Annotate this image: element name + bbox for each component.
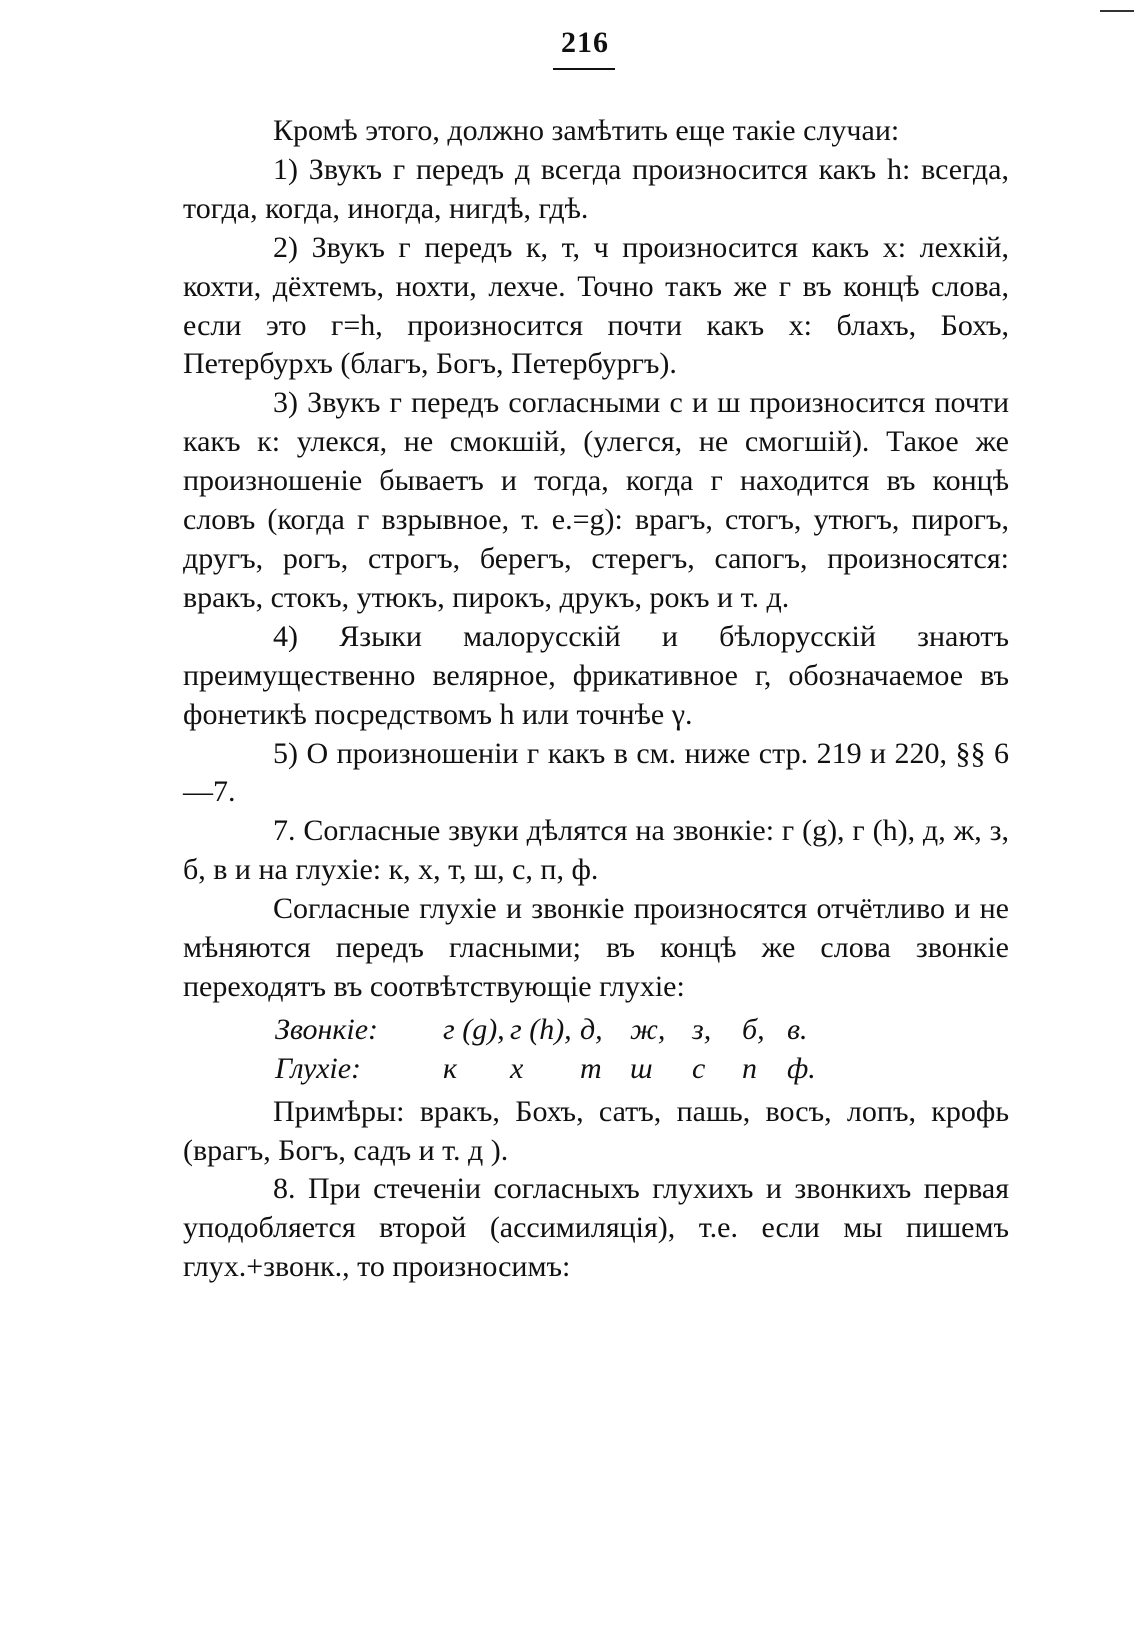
voiced-consonants-row xyxy=(183,1011,1009,1050)
paragraph-rule-5: 5) О произношеніи г какъ в см. ниже стр. 219 и 220, §§ 6—7. xyxy=(183,736,1009,809)
voiceless-item: т xyxy=(580,1051,602,1085)
voiced-item: г (g), xyxy=(443,1012,505,1046)
paragraph-rule-1: 1) Звукъ г передъ д всегда произносится какъ h: всегда, тогда, когда, иногда, нигдѣ, гдѣ. xyxy=(183,152,1009,225)
voiceless-item: ш xyxy=(630,1051,653,1085)
page-number: 216 xyxy=(561,26,609,59)
paragraph-examples: Примѣры: вракъ, Бохъ, сатъ, пашь, восъ, лопъ, крофь (врагъ, Богъ, садъ и т. д ). xyxy=(183,1094,1009,1167)
paragraph-voicing: Согласные глухіе и звонкіе произносятся отчётливо и не мѣняются передъ гласными; въ концѣ же слова звонкіе переходятъ въ соотвѣтствующіе глухіе: xyxy=(183,892,1009,1003)
paragraph-intro: Кромѣ этого, должно замѣтить еще такіе случаи: xyxy=(273,114,900,147)
paragraph-section-8: 8. При стеченіи согласныхъ глухихъ и звонкихъ первая уподобляется второй (ассимиляція), т.е. если мы пишемъ глух.+звонк., то произносимъ: xyxy=(183,1172,1009,1284)
voiceless-label: Глухіе: xyxy=(275,1051,362,1085)
voiced-item: б, xyxy=(742,1012,765,1046)
page-edge-mark xyxy=(1100,0,1134,12)
voiced-item: г (h), xyxy=(510,1012,572,1046)
voiceless-consonants-row xyxy=(183,1050,1009,1089)
voiced-item: д, xyxy=(580,1012,603,1046)
voiceless-item: ф. xyxy=(787,1051,816,1085)
voiceless-item: х xyxy=(510,1051,524,1085)
voiced-item: в. xyxy=(787,1012,808,1046)
voiceless-item: п xyxy=(742,1051,757,1085)
voiced-item: з, xyxy=(692,1012,712,1046)
paragraph-rule-4: 4) Языки малорусскій и бѣлорусскій знаютъ преимущественно велярное, фрикативное г, обозначаемое въ фонетикѣ посредствомъ h или точнѣе γ. xyxy=(183,619,1009,731)
voiced-item: ж, xyxy=(630,1012,666,1046)
paragraph-rule-3: 3) Звукъ г передъ согласными с и ш произносится почти какъ к: улекся, не смокшій, (улегся, не смогшій). Такое же произношеніе бываетъ и тогда, когда г находится въ концѣ словъ (когда г взрывное, т. е.=g): врагъ, стогъ, утюгъ, пирогъ, другъ, рогъ, строгъ, берегъ, стерегъ, сапогъ, произносятся: вракъ, стокъ, утюкъ, пирокъ, друкъ, рокъ и т. д. xyxy=(183,386,1009,614)
voiceless-item: с xyxy=(692,1051,706,1085)
voiceless-item: к xyxy=(443,1051,458,1085)
paragraph-section-7: 7. Согласные звуки дѣлятся на звонкіе: г (g), г (h), д, ж, з, б, в и на глухіе: к, х, т, ш, с, п, ф. xyxy=(183,814,1009,887)
page-number-underline xyxy=(553,68,615,70)
page-body xyxy=(183,112,1009,1287)
voiced-label: Звонкіе: xyxy=(275,1012,379,1046)
paragraph-rule-2: 2) Звукъ г передъ к, т, ч произносится какъ х: лехкій, кохти, дёхтемъ, нохти, лехче. Точно такъ же г въ концѣ слова, если это г=h, произносится почти какъ х: блахъ, Бохъ, Петербурхъ (благъ, Богъ, Петербургъ). xyxy=(183,230,1009,381)
